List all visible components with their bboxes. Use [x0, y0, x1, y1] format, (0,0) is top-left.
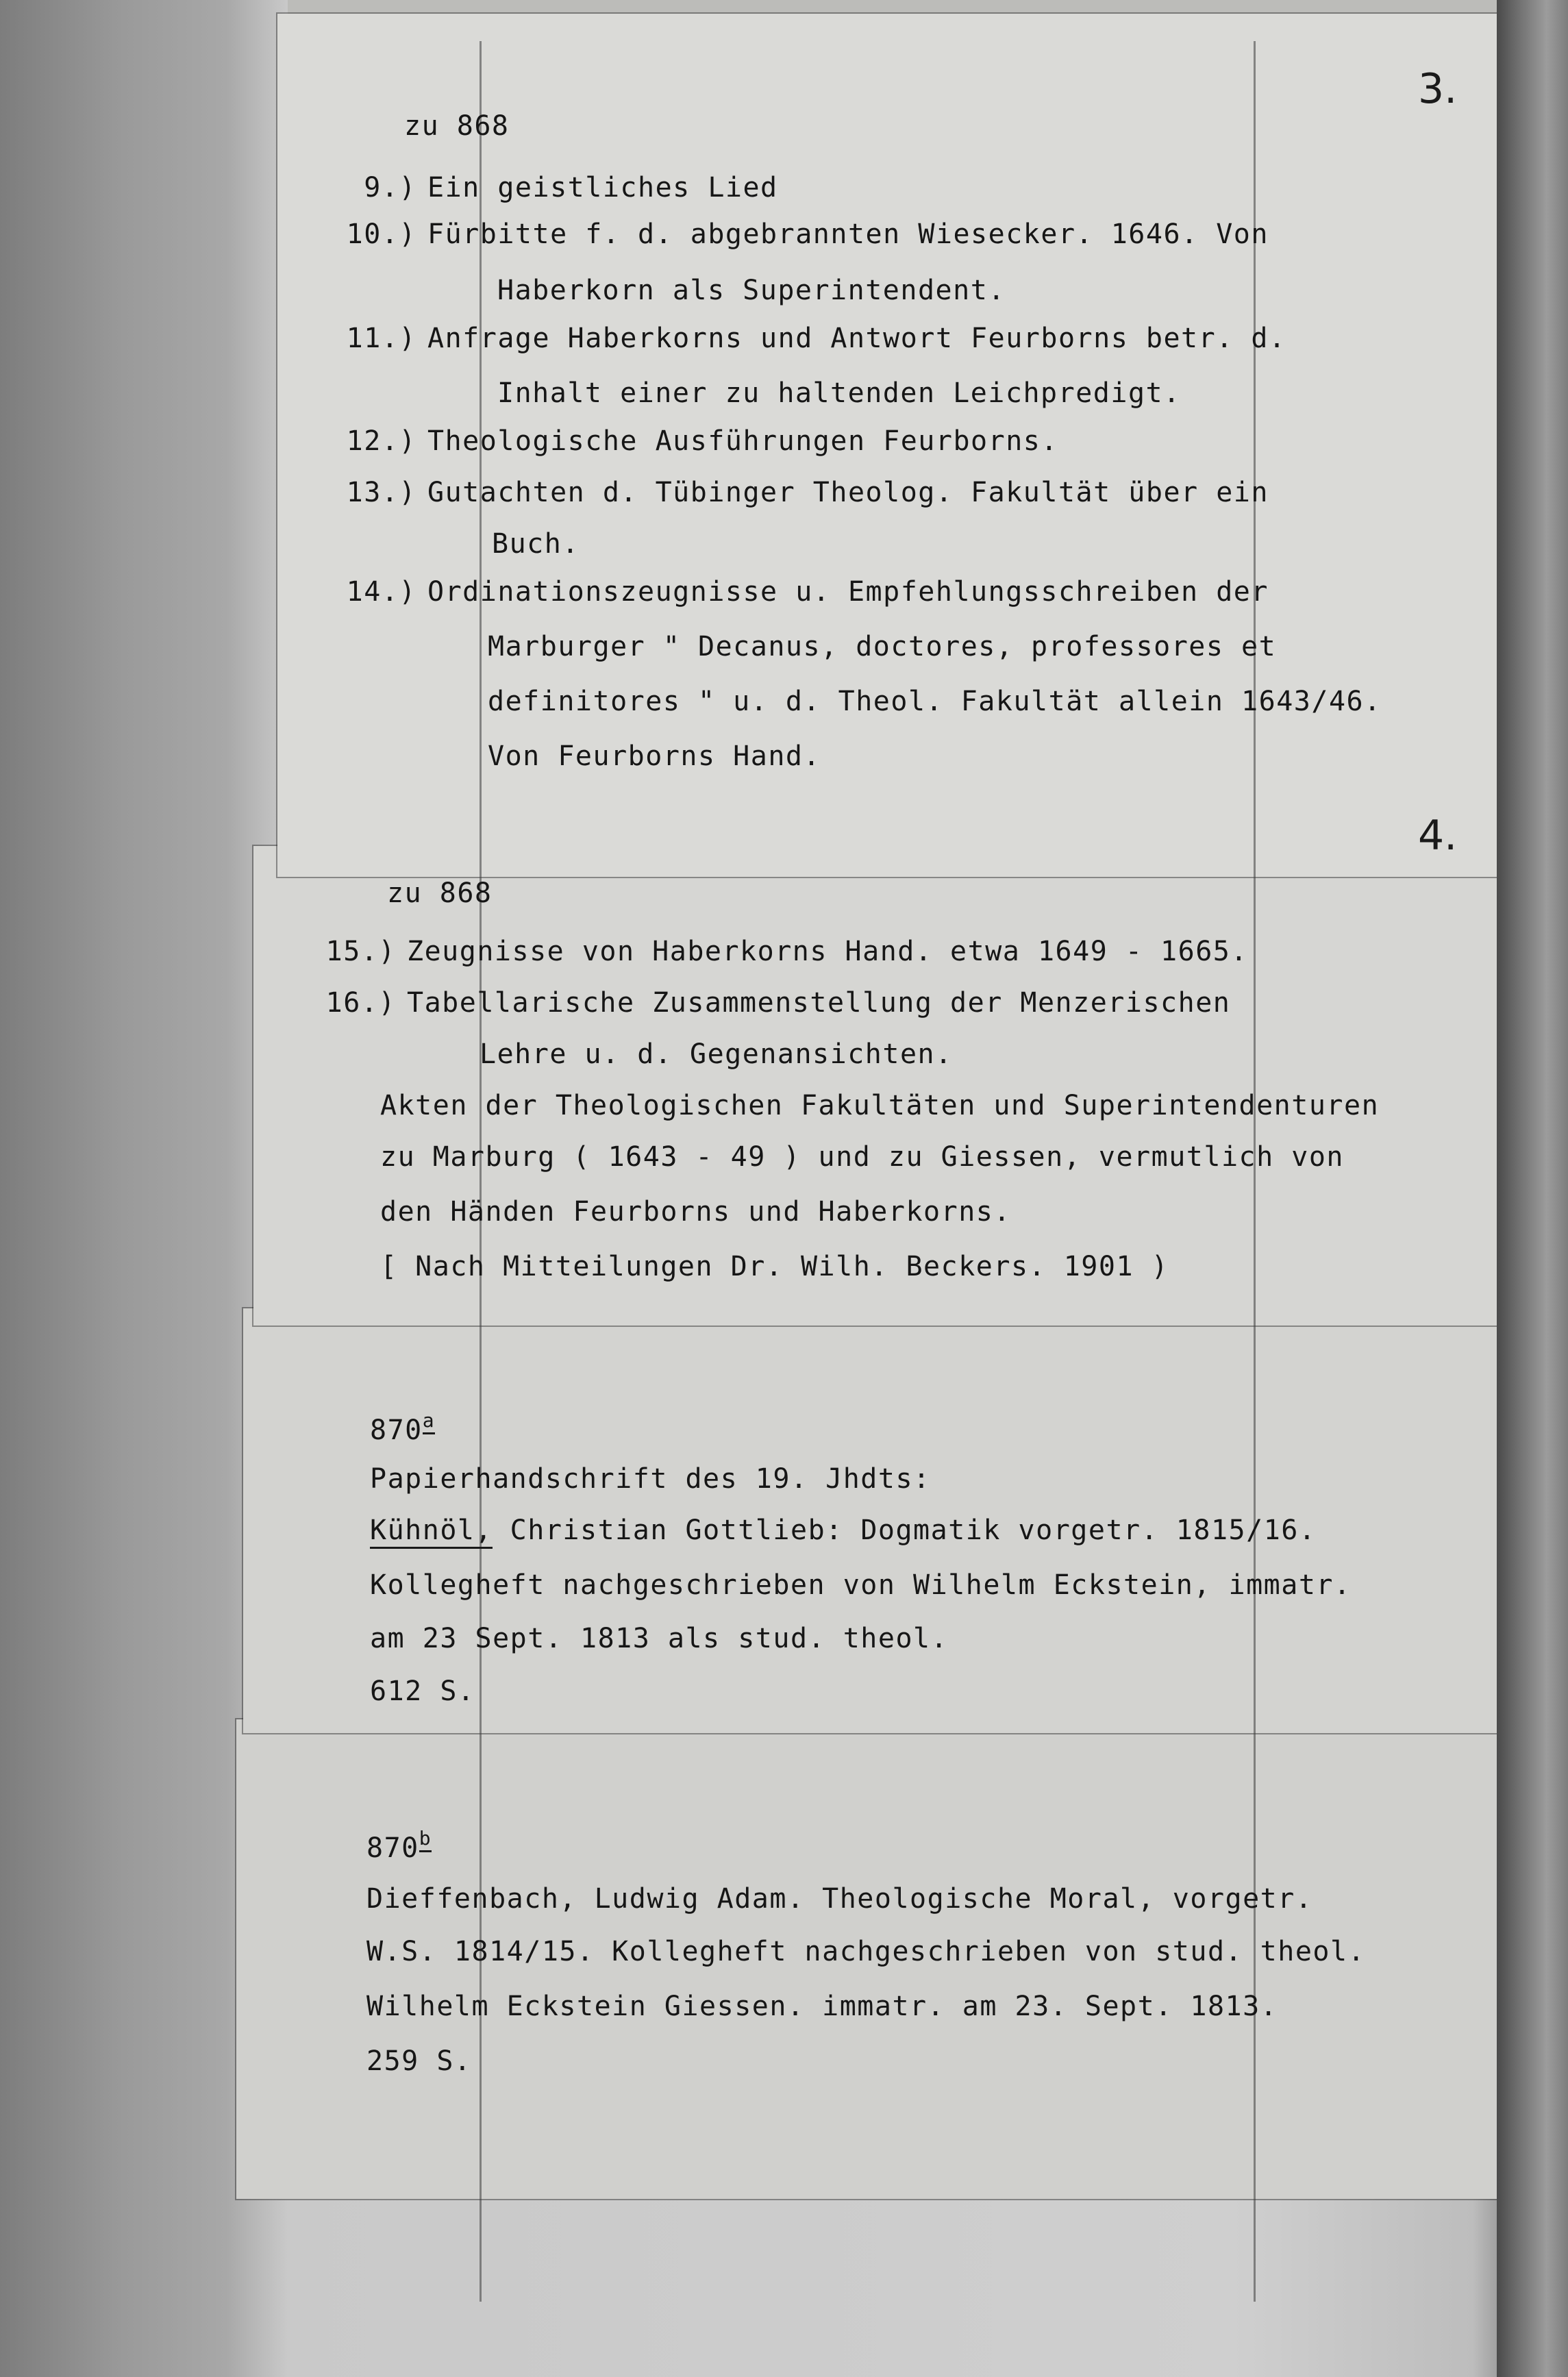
item-text: Anfrage Haberkorns und Antwort Feurborns betr. d. [427, 323, 1286, 354]
list-item [329, 476, 1269, 509]
item-number: 16.) [325, 987, 396, 1019]
scan-edge [1497, 0, 1568, 2377]
item-text-continuation: Buch. [492, 528, 580, 560]
entry-line: 259 S. [366, 2045, 472, 2077]
entry-number-value: 870 [370, 1415, 423, 1446]
list-item [329, 575, 1269, 608]
entry-line: Wilhelm Eckstein Giessen. immatr. am 23. Sept. 1813. [366, 1991, 1278, 2022]
entry-line [370, 1514, 1316, 1547]
entry-suffix: a [423, 1409, 435, 1434]
entry-line: Kollegheft nachgeschrieben von Wilhelm Eckstein, immatr. [370, 1569, 1352, 1601]
page-number: 3. [1418, 65, 1458, 113]
item-text: Ein geistliches Lied [427, 172, 778, 203]
item-text: Tabellarische Zusammenstellung der Menzerischen [407, 987, 1231, 1019]
list-item [329, 218, 1269, 251]
list-item [329, 171, 778, 204]
item-text-continuation: Von Feurborns Hand. [488, 741, 821, 772]
list-item [308, 935, 1248, 968]
item-text: Fürbitte f. d. abgebrannten Wiesecker. 1646. Von [427, 219, 1269, 250]
entry-suffix: b [419, 1827, 432, 1852]
item-text-continuation: definitores " u. d. Theol. Fakultät allein 1643/46. [488, 686, 1382, 717]
list-item [329, 425, 1058, 458]
source-note: [ Nach Mitteilungen Dr. Wilh. Beckers. 1901 ) [380, 1251, 1169, 1282]
entry-line: Papierhandschrift des 19. Jhdts: [370, 1463, 931, 1495]
list-item [308, 986, 1230, 1019]
item-number: 10.) [346, 219, 416, 250]
entry-line: am 23 Sept. 1813 als stud. theol. [370, 1623, 949, 1654]
item-text-continuation: Inhalt einer zu haltenden Leichpredigt. [497, 377, 1181, 409]
item-text: Zeugnisse von Haberkorns Hand. etwa 1649 - 1665. [407, 936, 1248, 967]
section-heading: zu 868 [404, 110, 510, 142]
item-text: Ordinationszeugnisse u. Empfehlungsschreiben der [427, 576, 1269, 608]
summary-line: Akten der Theologischen Fakultäten und Superintendenturen [380, 1090, 1380, 1121]
item-number: 14.) [346, 576, 416, 608]
item-number: 9.) [364, 172, 416, 203]
item-number: 11.) [346, 323, 416, 354]
list-item [329, 322, 1286, 355]
item-text: Gutachten d. Tübinger Theolog. Fakultät über ein [427, 477, 1269, 508]
entry-text: Christian Gottlieb: Dogmatik vorgetr. 1815/16. [510, 1515, 1317, 1546]
author-name: Kühnöl, [370, 1515, 493, 1549]
entry-line: 612 S. [370, 1676, 475, 1707]
page-number: 4. [1418, 812, 1458, 860]
entry-number [370, 1404, 435, 1447]
item-text-continuation: Haberkorn als Superintendent. [497, 275, 1006, 306]
entry-number [366, 1822, 432, 1865]
item-text-continuation: Marburger " Decanus, doctores, professores et [488, 631, 1277, 662]
item-number: 12.) [346, 425, 416, 457]
item-number: 13.) [346, 477, 416, 508]
item-number: 15.) [325, 936, 396, 967]
summary-line: den Händen Feurborns und Haberkorns. [380, 1196, 1011, 1228]
summary-line: zu Marburg ( 1643 - 49 ) und zu Giessen, vermutlich von [380, 1141, 1345, 1173]
section-heading: zu 868 [387, 878, 493, 909]
entry-line: Dieffenbach, Ludwig Adam. Theologische Moral, vorgetr. [366, 1883, 1313, 1915]
item-text-continuation: Lehre u. d. Gegenansichten. [480, 1038, 953, 1070]
entry-line: W.S. 1814/15. Kollegheft nachgeschrieben von stud. theol. [366, 1936, 1366, 1967]
item-text: Theologische Ausführungen Feurborns. [427, 425, 1058, 457]
entry-number-value: 870 [366, 1832, 419, 1864]
